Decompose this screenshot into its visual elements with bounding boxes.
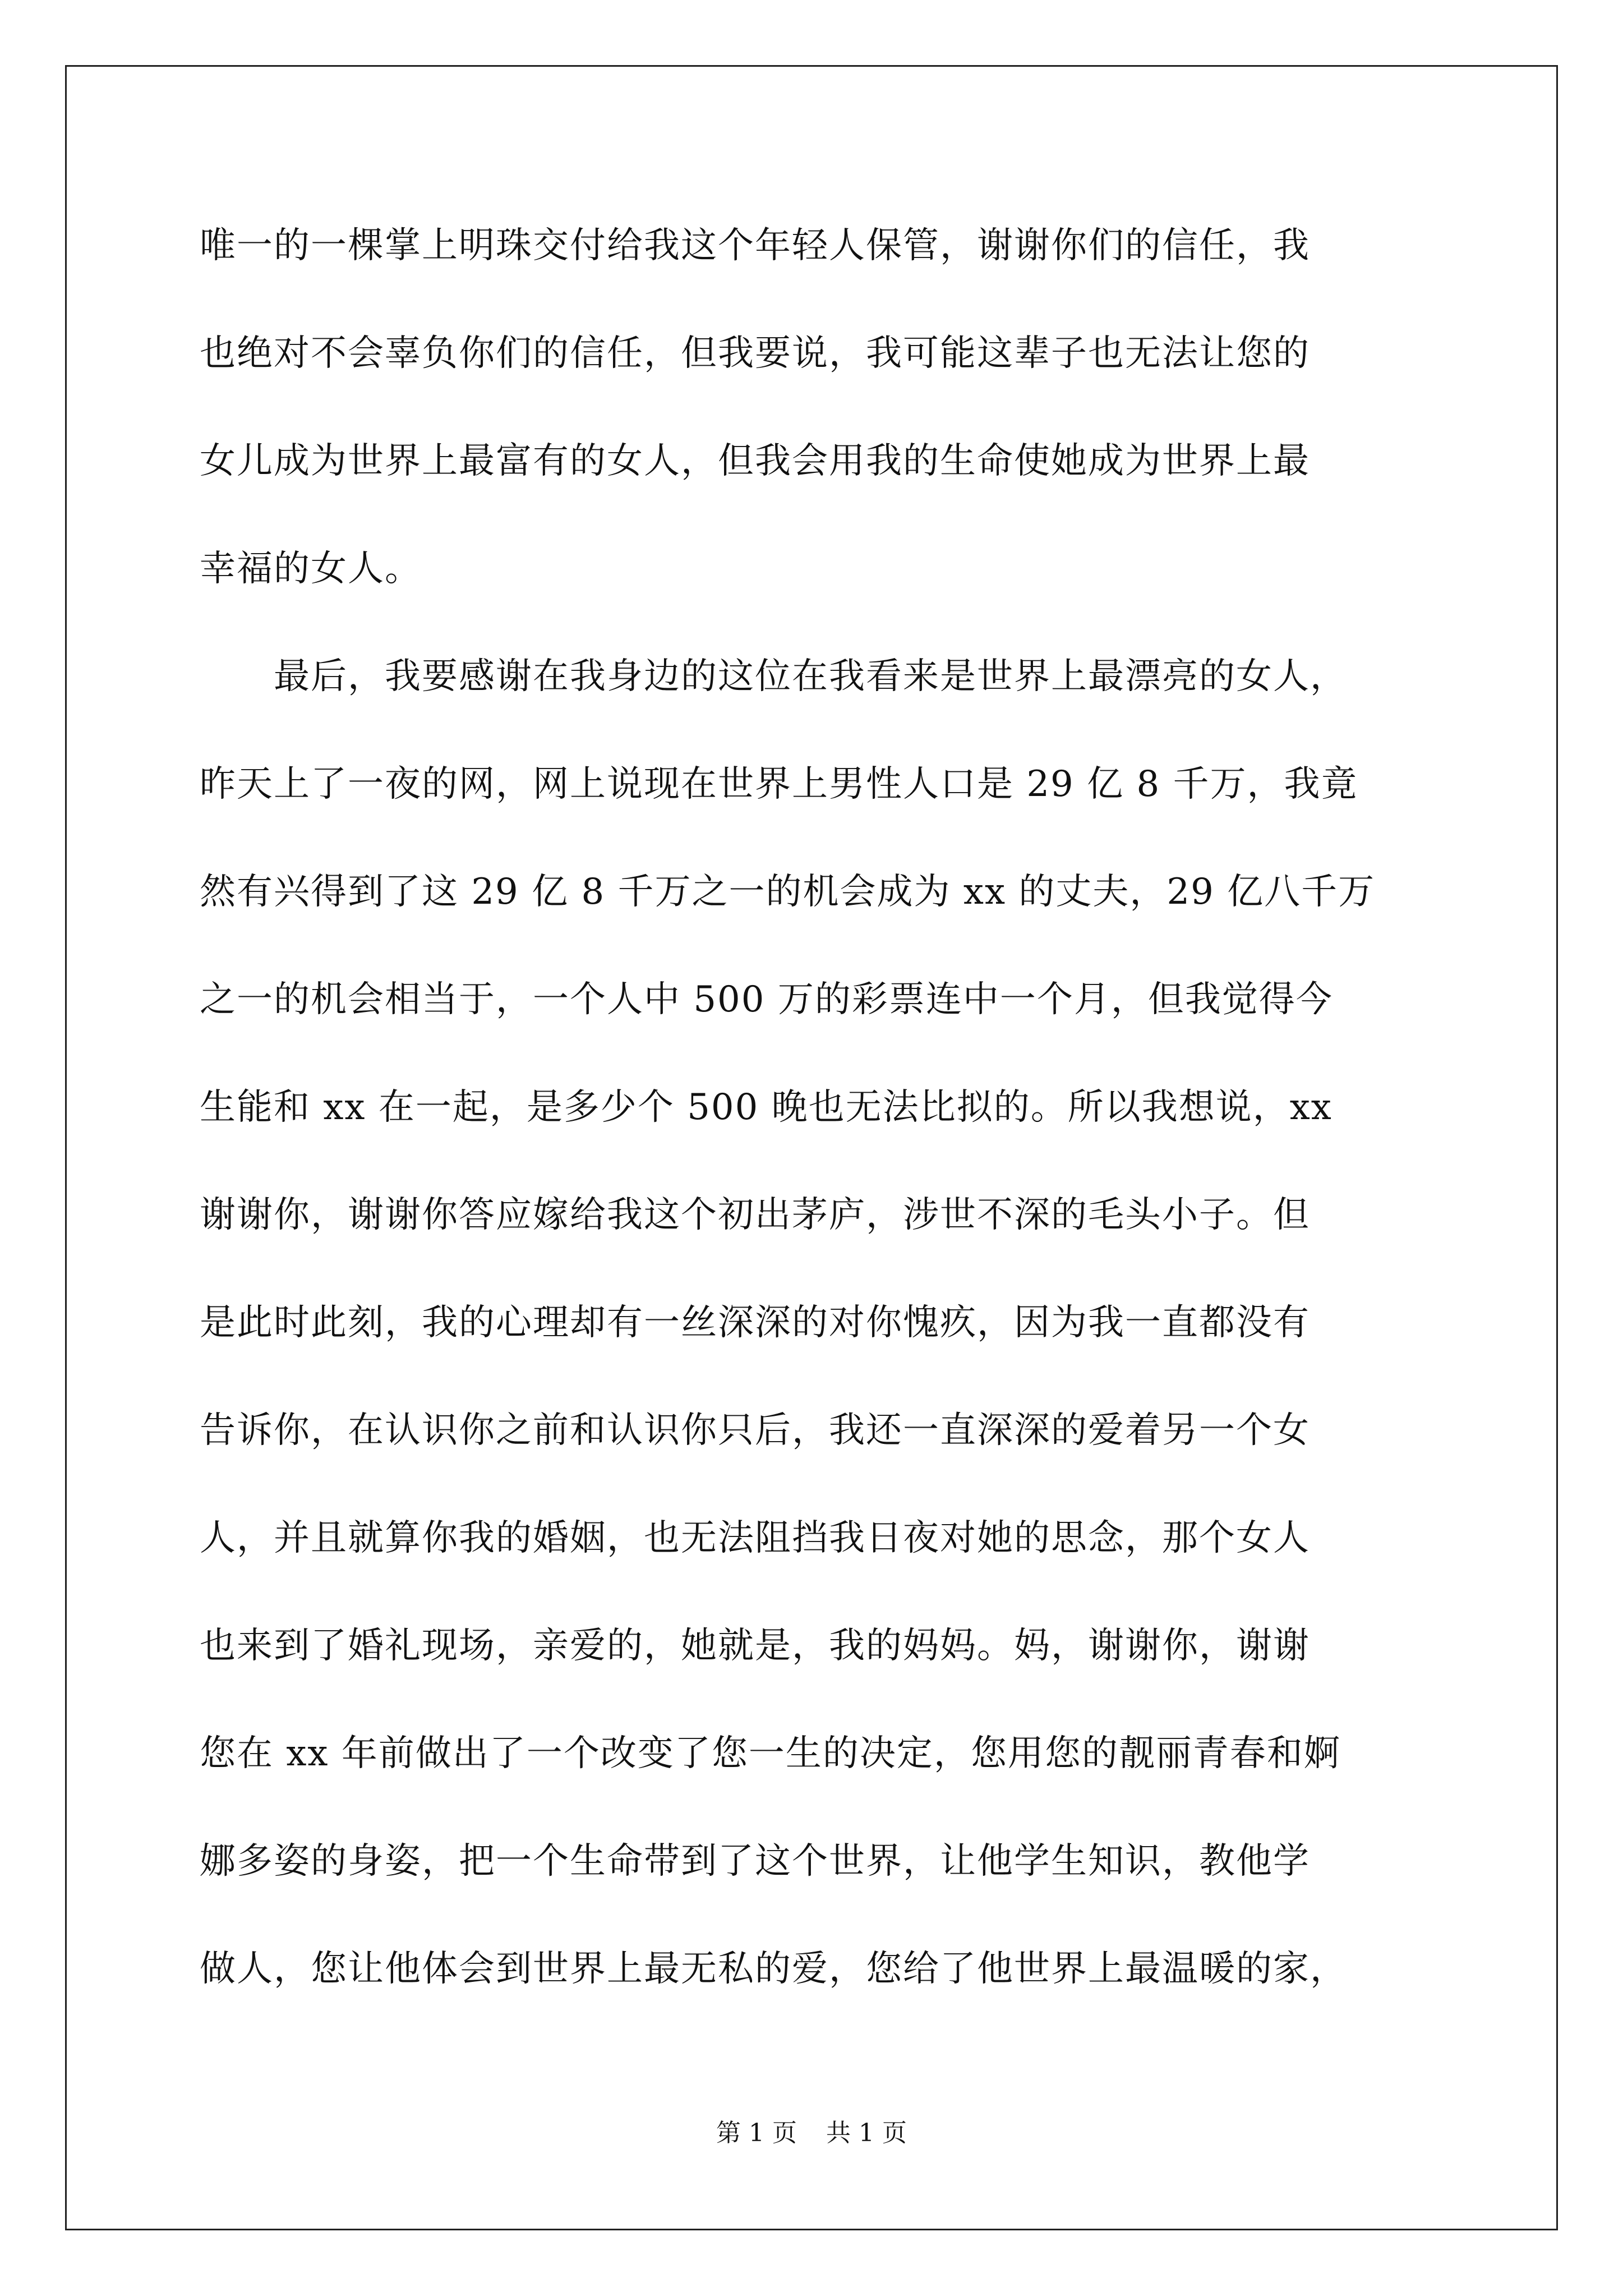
text-line: 然有兴得到了这 29 亿 8 千万之一的机会成为 xx 的丈夫，29 亿八千万 <box>200 871 1376 913</box>
text-line: 女儿成为世界上最富有的女人，但我会用我的生命使她成为世界上最 <box>200 440 1310 482</box>
page-total: 共 1 页 <box>826 2119 907 2147</box>
text-line: 是此时此刻，我的心理却有一丝深深的对你愧疚，因为我一直都没有 <box>200 1302 1310 1343</box>
text-line: 昨天上了一夜的网，网上说现在世界上男性人口是 29 亿 8 千万，我竟 <box>200 763 1358 805</box>
text-line: 娜多姿的身姿，把一个生命带到了这个世界，让他学生知识，教他学 <box>200 1841 1310 1882</box>
page-number: 第 1 页 <box>716 2119 797 2147</box>
text-line: 告诉你，在认识你之前和认识你只后，我还一直深深的爱着另一个女 <box>200 1410 1310 1451</box>
text-line: 幸福的女人。 <box>200 548 422 590</box>
text-line: 也绝对不会辜负你们的信任，但我要说，我可能这辈子也无法让您的 <box>200 333 1310 374</box>
text-line: 生能和 xx 在一起，是多少个 500 晚也无法比拟的。所以我想说，xx <box>200 1087 1332 1128</box>
text-line: 也来到了婚礼现场，亲爱的，她就是，我的妈妈。妈，谢谢你，谢谢 <box>200 1625 1310 1667</box>
text-line: 谢谢你，谢谢你答应嫁给我这个初出茅庐，涉世不深的毛头小子。但 <box>200 1194 1310 1236</box>
text-line: 您在 xx 年前做出了一个改变了您一生的决定，您用您的靓丽青春和婀 <box>200 1733 1341 1774</box>
text-line: 人，并且就算你我的婚姻，也无法阻挡我日夜对她的思念，那个女人 <box>200 1517 1310 1559</box>
document-body <box>200 223 1428 2054</box>
text-line: 之一的机会相当于，一个人中 500 万的彩票连中一个月，但我觉得今 <box>200 979 1333 1020</box>
page-footer <box>0 2119 1623 2148</box>
text-line: 最后，我要感谢在我身边的这位在我看来是世界上最漂亮的女人， <box>200 656 1347 697</box>
text-line: 唯一的一棵掌上明珠交付给我这个年轻人保管，谢谢你们的信任，我 <box>200 225 1310 266</box>
text-line: 做人，您让他体会到世界上最无私的爱，您给了他世界上最温暖的家， <box>200 1948 1347 1990</box>
